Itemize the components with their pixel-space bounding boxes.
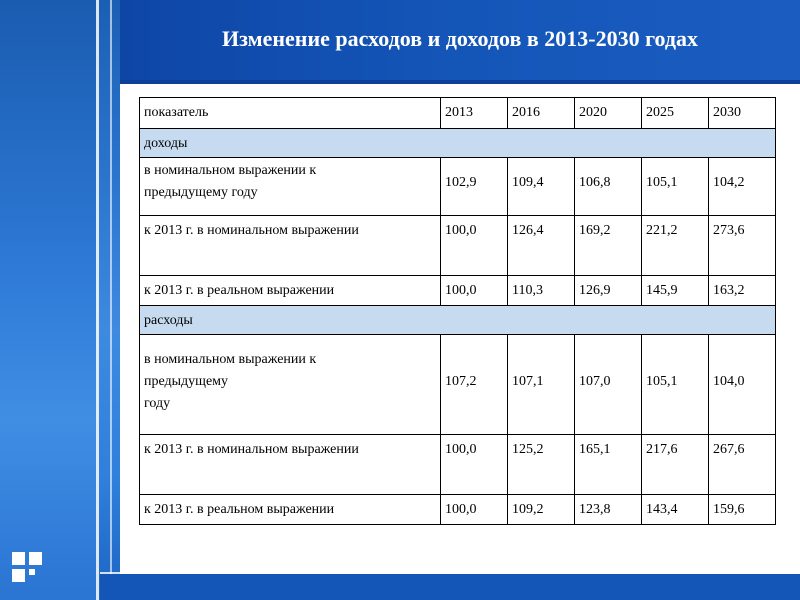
- header-cell-year: 2030: [709, 98, 776, 129]
- table-cell: 126,4: [508, 216, 575, 276]
- table-cell: 104,2: [709, 158, 776, 216]
- table-cell: 125,2: [508, 435, 575, 495]
- header-cell-year: 2025: [642, 98, 709, 129]
- row-label: в номинальном выражении к предыдущему году: [140, 158, 441, 216]
- header-cell-year: 2013: [441, 98, 508, 129]
- table-cell: 100,0: [441, 216, 508, 276]
- table-row: [140, 435, 776, 495]
- header-cell-year: 2020: [575, 98, 642, 129]
- table-cell: 109,4: [508, 158, 575, 216]
- table-cell: 107,2: [441, 335, 508, 435]
- table-row: [140, 158, 776, 216]
- table-cell: 107,0: [575, 335, 642, 435]
- table-row: [140, 495, 776, 525]
- slide-title: Изменение расходов и доходов в 2013-2030 годах: [221, 26, 699, 51]
- left-divider-line: [96, 0, 99, 600]
- table-cell: 159,6: [709, 495, 776, 525]
- section-label: доходы: [140, 129, 776, 158]
- table-cell: 104,0: [709, 335, 776, 435]
- footer-bar: [100, 574, 800, 600]
- row-label: в номинальном выражении к предыдущему году: [140, 335, 441, 435]
- section-row-income: [140, 129, 776, 158]
- table-cell: 107,1: [508, 335, 575, 435]
- table-cell: 100,0: [441, 495, 508, 525]
- header-cell-indicator: показатель: [140, 98, 441, 129]
- table-header-row: [140, 98, 776, 129]
- row-label: к 2013 г. в реальном выражении: [140, 276, 441, 306]
- table-cell: 217,6: [642, 435, 709, 495]
- table-cell: 105,1: [642, 158, 709, 216]
- row-label: к 2013 г. в номинальном выражении: [140, 435, 441, 495]
- table-cell: 110,3: [508, 276, 575, 306]
- header-underline: [120, 80, 800, 84]
- table-cell: 106,8: [575, 158, 642, 216]
- table-row: [140, 216, 776, 276]
- data-table: [139, 97, 776, 525]
- row-label: к 2013 г. в реальном выражении: [140, 495, 441, 525]
- table-cell: 145,9: [642, 276, 709, 306]
- decorative-squares-icon: [12, 552, 52, 592]
- row-label: к 2013 г. в номинальном выражении: [140, 216, 441, 276]
- table-cell: 126,9: [575, 276, 642, 306]
- section-row-expenses: [140, 306, 776, 335]
- left-decorative-panel: [0, 0, 96, 600]
- section-label: расходы: [140, 306, 776, 335]
- table-cell: 100,0: [441, 276, 508, 306]
- table-cell: 221,2: [642, 216, 709, 276]
- table-cell: 267,6: [709, 435, 776, 495]
- table-row: [140, 276, 776, 306]
- table-cell: 273,6: [709, 216, 776, 276]
- table-cell: 165,1: [575, 435, 642, 495]
- table-cell: 163,2: [709, 276, 776, 306]
- table-cell: 143,4: [642, 495, 709, 525]
- table-cell: 102,9: [441, 158, 508, 216]
- table-cell: 169,2: [575, 216, 642, 276]
- table-cell: 109,2: [508, 495, 575, 525]
- table-row: [140, 335, 776, 435]
- table-cell: 105,1: [642, 335, 709, 435]
- table-cell: 100,0: [441, 435, 508, 495]
- left-divider-line-2: [110, 0, 112, 600]
- table-cell: 123,8: [575, 495, 642, 525]
- header-cell-year: 2016: [508, 98, 575, 129]
